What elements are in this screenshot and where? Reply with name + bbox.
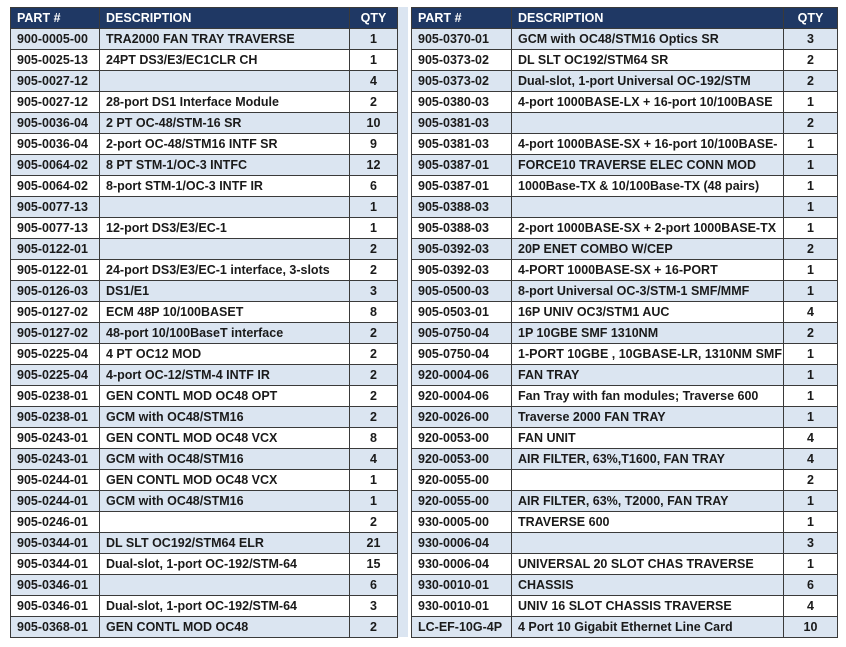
qty-cell: 3 bbox=[784, 29, 838, 50]
table-row bbox=[412, 176, 838, 197]
description-cell bbox=[512, 197, 784, 218]
description-cell: 1-PORT 10GBE , 10GBASE-LR, 1310NM SMF bbox=[512, 344, 784, 365]
description-cell: 2 PT OC-48/STM-16 SR bbox=[100, 113, 350, 134]
description-cell bbox=[100, 575, 350, 596]
table-row bbox=[412, 407, 838, 428]
part-number-cell: 905-0122-01 bbox=[11, 260, 100, 281]
part-number-cell: 905-0225-04 bbox=[11, 344, 100, 365]
table-row bbox=[412, 470, 838, 491]
part-number-cell: 930-0010-01 bbox=[412, 596, 512, 617]
qty-cell: 1 bbox=[784, 92, 838, 113]
part-number-cell: 900-0005-00 bbox=[11, 29, 100, 50]
qty-cell: 2 bbox=[350, 407, 398, 428]
qty-cell: 1 bbox=[784, 260, 838, 281]
table-row bbox=[11, 197, 398, 218]
description-cell: 24-port DS3/E3/EC-1 interface, 3-slots bbox=[100, 260, 350, 281]
table-row bbox=[412, 533, 838, 554]
description-cell: DS1/E1 bbox=[100, 281, 350, 302]
description-cell: ECM 48P 10/100BASET bbox=[100, 302, 350, 323]
part-number-cell: 920-0053-00 bbox=[412, 449, 512, 470]
qty-cell: 1 bbox=[784, 134, 838, 155]
qty-cell: 4 bbox=[784, 449, 838, 470]
description-cell: 8 PT STM-1/OC-3 INTFC bbox=[100, 155, 350, 176]
description-cell bbox=[100, 512, 350, 533]
table-row bbox=[412, 386, 838, 407]
qty-cell: 1 bbox=[784, 155, 838, 176]
qty-cell: 21 bbox=[350, 533, 398, 554]
description-cell: 16P UNIV OC3/STM1 AUC bbox=[512, 302, 784, 323]
header-row bbox=[11, 8, 398, 29]
description-cell: Dual-slot, 1-port Universal OC-192/STM bbox=[512, 71, 784, 92]
table-row bbox=[412, 281, 838, 302]
description-cell: 8-port Universal OC-3/STM-1 SMF/MMF bbox=[512, 281, 784, 302]
table-row bbox=[11, 575, 398, 596]
description-cell: Fan Tray with fan modules; Traverse 600 bbox=[512, 386, 784, 407]
description-cell: TRAVERSE 600 bbox=[512, 512, 784, 533]
description-cell bbox=[100, 239, 350, 260]
table-row bbox=[11, 344, 398, 365]
table-row bbox=[11, 617, 398, 638]
table-row bbox=[11, 302, 398, 323]
qty-cell: 1 bbox=[784, 407, 838, 428]
table-row bbox=[11, 470, 398, 491]
table-row bbox=[412, 449, 838, 470]
qty-cell: 3 bbox=[350, 281, 398, 302]
part-number-cell: 905-0392-03 bbox=[412, 260, 512, 281]
qty-cell: 3 bbox=[784, 533, 838, 554]
description-cell: GCM with OC48/STM16 bbox=[100, 491, 350, 512]
part-number-cell: 905-0373-02 bbox=[412, 71, 512, 92]
table-row bbox=[412, 113, 838, 134]
part-number-cell: 905-0388-03 bbox=[412, 197, 512, 218]
qty-cell: 4 bbox=[784, 428, 838, 449]
qty-cell: 15 bbox=[350, 554, 398, 575]
description-cell: 12-port DS3/E3/EC-1 bbox=[100, 218, 350, 239]
qty-cell: 1 bbox=[784, 491, 838, 512]
description-cell: CHASSIS bbox=[512, 575, 784, 596]
part-number-cell: 905-0503-01 bbox=[412, 302, 512, 323]
description-cell: 28-port DS1 Interface Module bbox=[100, 92, 350, 113]
qty-cell: 1 bbox=[784, 554, 838, 575]
part-number-cell: 905-0243-01 bbox=[11, 428, 100, 449]
table-row bbox=[11, 113, 398, 134]
part-number-cell: 920-0004-06 bbox=[412, 386, 512, 407]
description-cell: UNIVERSAL 20 SLOT CHAS TRAVERSE bbox=[512, 554, 784, 575]
qty-cell: 1 bbox=[784, 281, 838, 302]
part-number-cell: 905-0027-12 bbox=[11, 92, 100, 113]
qty-cell: 1 bbox=[350, 491, 398, 512]
qty-cell: 1 bbox=[350, 197, 398, 218]
qty-cell: 1 bbox=[784, 365, 838, 386]
table-row bbox=[412, 218, 838, 239]
part-number-cell: 905-0225-04 bbox=[11, 365, 100, 386]
header-description: DESCRIPTION bbox=[512, 8, 784, 29]
part-number-cell: 905-0036-04 bbox=[11, 134, 100, 155]
qty-cell: 1 bbox=[784, 344, 838, 365]
description-cell bbox=[512, 533, 784, 554]
parts-table-left bbox=[10, 7, 398, 638]
table-row bbox=[412, 554, 838, 575]
part-number-cell: 905-0500-03 bbox=[412, 281, 512, 302]
part-number-cell: 905-0246-01 bbox=[11, 512, 100, 533]
description-cell: 20P ENET COMBO W/CEP bbox=[512, 239, 784, 260]
qty-cell: 2 bbox=[784, 50, 838, 71]
table-row bbox=[11, 533, 398, 554]
part-number-cell: 905-0346-01 bbox=[11, 596, 100, 617]
qty-cell: 1 bbox=[350, 218, 398, 239]
description-cell: 24PT DS3/E3/EC1CLR CH bbox=[100, 50, 350, 71]
part-number-cell: 905-0244-01 bbox=[11, 470, 100, 491]
table-row bbox=[412, 428, 838, 449]
table-row bbox=[412, 302, 838, 323]
table-row bbox=[11, 29, 398, 50]
table-row bbox=[11, 386, 398, 407]
description-cell: GEN CONTL MOD OC48 VCX bbox=[100, 428, 350, 449]
part-number-cell: 905-0388-03 bbox=[412, 218, 512, 239]
description-cell: 4-port 1000BASE-LX + 16-port 10/100BASE bbox=[512, 92, 784, 113]
table-row bbox=[412, 92, 838, 113]
part-number-cell: LC-EF-10G-4P bbox=[412, 617, 512, 638]
part-number-cell: 905-0346-01 bbox=[11, 575, 100, 596]
qty-cell: 2 bbox=[350, 92, 398, 113]
table-row bbox=[11, 260, 398, 281]
qty-cell: 2 bbox=[350, 239, 398, 260]
description-cell: UNIV 16 SLOT CHASSIS TRAVERSE bbox=[512, 596, 784, 617]
qty-cell: 1 bbox=[784, 218, 838, 239]
description-cell bbox=[512, 113, 784, 134]
part-number-cell: 905-0126-03 bbox=[11, 281, 100, 302]
qty-cell: 10 bbox=[350, 113, 398, 134]
table-row bbox=[11, 428, 398, 449]
table-row bbox=[11, 218, 398, 239]
qty-cell: 2 bbox=[350, 260, 398, 281]
table-row bbox=[11, 155, 398, 176]
part-number-cell: 905-0243-01 bbox=[11, 449, 100, 470]
part-number-cell: 905-0387-01 bbox=[412, 155, 512, 176]
header-description: DESCRIPTION bbox=[100, 8, 350, 29]
part-number-cell: 930-0005-00 bbox=[412, 512, 512, 533]
table-row bbox=[412, 29, 838, 50]
part-number-cell: 905-0122-01 bbox=[11, 239, 100, 260]
table-row bbox=[11, 596, 398, 617]
description-cell: 4 PT OC12 MOD bbox=[100, 344, 350, 365]
description-cell: GEN CONTL MOD OC48 bbox=[100, 617, 350, 638]
qty-cell: 10 bbox=[784, 617, 838, 638]
parts-table-right bbox=[411, 7, 838, 638]
description-cell: FAN UNIT bbox=[512, 428, 784, 449]
qty-cell: 9 bbox=[350, 134, 398, 155]
header-qty: QTY bbox=[350, 8, 398, 29]
part-number-cell: 905-0077-13 bbox=[11, 197, 100, 218]
qty-cell: 6 bbox=[784, 575, 838, 596]
table-row bbox=[412, 596, 838, 617]
table-row bbox=[11, 239, 398, 260]
description-cell: 4-PORT 1000BASE-SX + 16-PORT bbox=[512, 260, 784, 281]
table-row bbox=[412, 344, 838, 365]
part-number-cell: 920-0026-00 bbox=[412, 407, 512, 428]
part-number-cell: 905-0370-01 bbox=[412, 29, 512, 50]
qty-cell: 1 bbox=[350, 50, 398, 71]
part-number-cell: 905-0344-01 bbox=[11, 554, 100, 575]
part-number-cell: 905-0381-03 bbox=[412, 134, 512, 155]
part-number-cell: 905-0064-02 bbox=[11, 176, 100, 197]
table-row bbox=[11, 407, 398, 428]
qty-cell: 2 bbox=[350, 323, 398, 344]
description-cell: 4 Port 10 Gigabit Ethernet Line Card bbox=[512, 617, 784, 638]
part-number-cell: 930-0010-01 bbox=[412, 575, 512, 596]
table-row bbox=[412, 155, 838, 176]
table-row bbox=[412, 239, 838, 260]
description-cell: GEN CONTL MOD OC48 VCX bbox=[100, 470, 350, 491]
description-cell: AIR FILTER, 63%, T2000, FAN TRAY bbox=[512, 491, 784, 512]
description-cell: AIR FILTER, 63%,T1600, FAN TRAY bbox=[512, 449, 784, 470]
part-number-cell: 905-0750-04 bbox=[412, 344, 512, 365]
table-row bbox=[11, 449, 398, 470]
description-cell: 1000Base-TX & 10/100Base-TX (48 pairs) bbox=[512, 176, 784, 197]
description-cell: Traverse 2000 FAN TRAY bbox=[512, 407, 784, 428]
part-number-cell: 920-0053-00 bbox=[412, 428, 512, 449]
description-cell: FORCE10 TRAVERSE ELEC CONN MOD bbox=[512, 155, 784, 176]
header-row bbox=[412, 8, 838, 29]
description-cell: GCM with OC48/STM16 Optics SR bbox=[512, 29, 784, 50]
qty-cell: 2 bbox=[784, 239, 838, 260]
table-row bbox=[412, 134, 838, 155]
part-number-cell: 920-0055-00 bbox=[412, 491, 512, 512]
part-number-cell: 905-0381-03 bbox=[412, 113, 512, 134]
qty-cell: 2 bbox=[784, 71, 838, 92]
table-row bbox=[11, 281, 398, 302]
qty-cell: 1 bbox=[784, 197, 838, 218]
part-number-cell: 905-0077-13 bbox=[11, 218, 100, 239]
part-number-cell: 905-0750-04 bbox=[412, 323, 512, 344]
table-row bbox=[11, 491, 398, 512]
description-cell: TRA2000 FAN TRAY TRAVERSE bbox=[100, 29, 350, 50]
qty-cell: 6 bbox=[350, 176, 398, 197]
part-number-cell: 905-0368-01 bbox=[11, 617, 100, 638]
qty-cell: 1 bbox=[350, 470, 398, 491]
header-part: PART # bbox=[412, 8, 512, 29]
part-number-cell: 905-0025-13 bbox=[11, 50, 100, 71]
table-row bbox=[11, 365, 398, 386]
qty-cell: 4 bbox=[350, 449, 398, 470]
description-cell bbox=[100, 71, 350, 92]
qty-cell: 1 bbox=[784, 512, 838, 533]
description-cell: DL SLT OC192/STM64 ELR bbox=[100, 533, 350, 554]
part-number-cell: 905-0127-02 bbox=[11, 323, 100, 344]
qty-cell: 4 bbox=[784, 596, 838, 617]
description-cell: DL SLT OC192/STM64 SR bbox=[512, 50, 784, 71]
table-row bbox=[11, 554, 398, 575]
description-cell: 4-port OC-12/STM-4 INTF IR bbox=[100, 365, 350, 386]
table-row bbox=[11, 176, 398, 197]
qty-cell: 2 bbox=[784, 323, 838, 344]
qty-cell: 2 bbox=[350, 617, 398, 638]
qty-cell: 2 bbox=[350, 365, 398, 386]
part-number-cell: 905-0244-01 bbox=[11, 491, 100, 512]
qty-cell: 6 bbox=[350, 575, 398, 596]
description-cell: GEN CONTL MOD OC48 OPT bbox=[100, 386, 350, 407]
table-row bbox=[412, 365, 838, 386]
qty-cell: 2 bbox=[784, 113, 838, 134]
description-cell: FAN TRAY bbox=[512, 365, 784, 386]
part-number-cell: 905-0127-02 bbox=[11, 302, 100, 323]
qty-cell: 8 bbox=[350, 428, 398, 449]
qty-cell: 4 bbox=[784, 302, 838, 323]
description-cell: 1P 10GBE SMF 1310NM bbox=[512, 323, 784, 344]
part-number-cell: 905-0238-01 bbox=[11, 386, 100, 407]
table-row bbox=[412, 512, 838, 533]
part-number-cell: 905-0387-01 bbox=[412, 176, 512, 197]
description-cell: 48-port 10/100BaseT interface bbox=[100, 323, 350, 344]
part-number-cell: 930-0006-04 bbox=[412, 554, 512, 575]
description-cell: GCM with OC48/STM16 bbox=[100, 449, 350, 470]
part-number-cell: 930-0006-04 bbox=[412, 533, 512, 554]
table-row bbox=[412, 617, 838, 638]
part-number-cell: 905-0064-02 bbox=[11, 155, 100, 176]
table-row bbox=[412, 575, 838, 596]
part-number-cell: 905-0373-02 bbox=[412, 50, 512, 71]
part-number-cell: 905-0392-03 bbox=[412, 239, 512, 260]
description-cell: Dual-slot, 1-port OC-192/STM-64 bbox=[100, 596, 350, 617]
qty-cell: 8 bbox=[350, 302, 398, 323]
qty-cell: 2 bbox=[784, 470, 838, 491]
table-row bbox=[412, 323, 838, 344]
qty-cell: 2 bbox=[350, 386, 398, 407]
qty-cell: 1 bbox=[784, 176, 838, 197]
qty-cell: 4 bbox=[350, 71, 398, 92]
qty-cell: 3 bbox=[350, 596, 398, 617]
description-cell: Dual-slot, 1-port OC-192/STM-64 bbox=[100, 554, 350, 575]
table-row bbox=[11, 512, 398, 533]
table-row bbox=[412, 491, 838, 512]
description-cell: 2-port 1000BASE-SX + 2-port 1000BASE-TX bbox=[512, 218, 784, 239]
header-part: PART # bbox=[11, 8, 100, 29]
qty-cell: 2 bbox=[350, 512, 398, 533]
table-row bbox=[11, 92, 398, 113]
description-cell: 8-port STM-1/OC-3 INTF IR bbox=[100, 176, 350, 197]
table-row bbox=[11, 323, 398, 344]
part-number-cell: 905-0380-03 bbox=[412, 92, 512, 113]
qty-cell: 1 bbox=[350, 29, 398, 50]
qty-cell: 12 bbox=[350, 155, 398, 176]
description-cell: 4-port 1000BASE-SX + 16-port 10/100BASE- bbox=[512, 134, 784, 155]
part-number-cell: 905-0027-12 bbox=[11, 71, 100, 92]
table-row bbox=[412, 50, 838, 71]
table-row bbox=[412, 197, 838, 218]
table-row bbox=[11, 71, 398, 92]
part-number-cell: 905-0036-04 bbox=[11, 113, 100, 134]
table-row bbox=[11, 134, 398, 155]
header-qty: QTY bbox=[784, 8, 838, 29]
part-number-cell: 920-0055-00 bbox=[412, 470, 512, 491]
description-cell bbox=[100, 197, 350, 218]
qty-cell: 2 bbox=[350, 344, 398, 365]
part-number-cell: 905-0344-01 bbox=[11, 533, 100, 554]
table-row bbox=[412, 260, 838, 281]
qty-cell: 1 bbox=[784, 386, 838, 407]
description-cell bbox=[512, 470, 784, 491]
part-number-cell: 905-0238-01 bbox=[11, 407, 100, 428]
part-number-cell: 920-0004-06 bbox=[412, 365, 512, 386]
table-row bbox=[11, 50, 398, 71]
description-cell: GCM with OC48/STM16 bbox=[100, 407, 350, 428]
table-row bbox=[412, 71, 838, 92]
description-cell: 2-port OC-48/STM16 INTF SR bbox=[100, 134, 350, 155]
